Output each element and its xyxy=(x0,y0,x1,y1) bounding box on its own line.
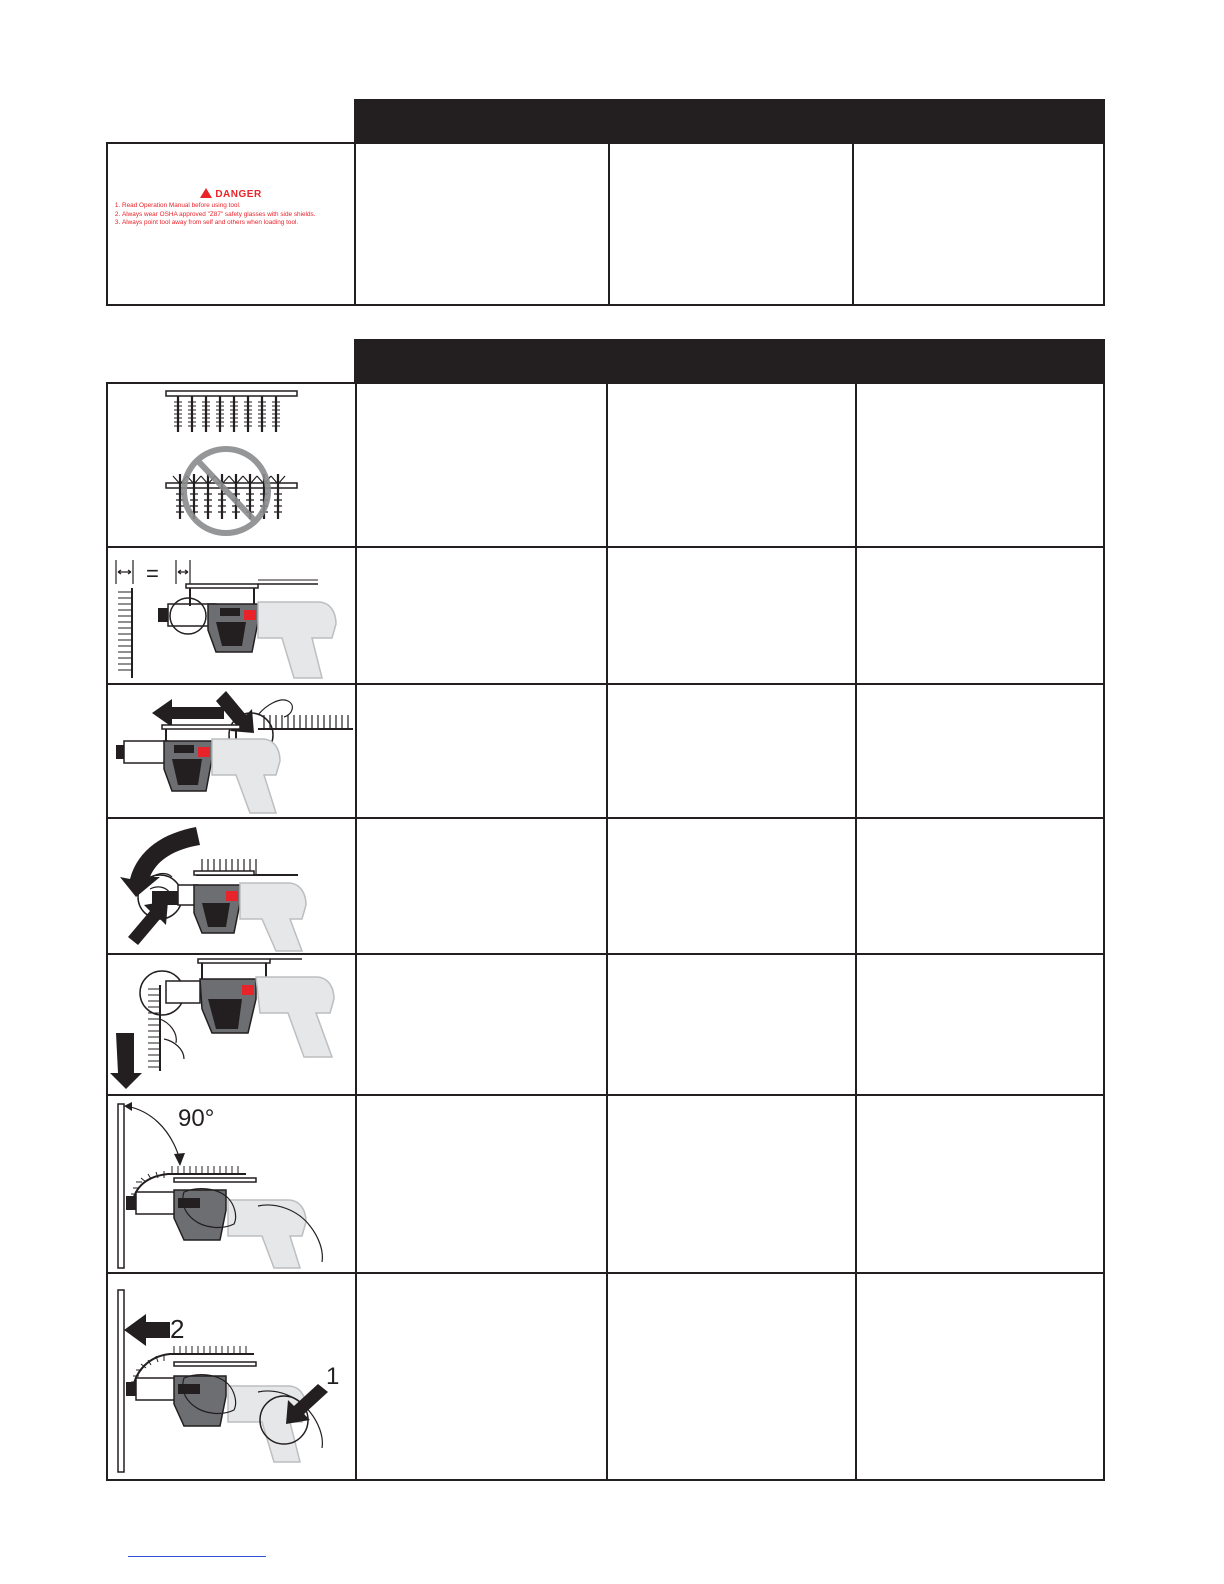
row-4-col-2-cell xyxy=(606,817,857,955)
row-2-col-1-cell xyxy=(355,546,608,685)
danger-label xyxy=(108,188,354,228)
push-trigger-figure xyxy=(108,1274,355,1479)
row-2-col-2-cell xyxy=(606,546,857,685)
rotate-strip-figure xyxy=(108,819,355,953)
arrow-down-icon xyxy=(110,1033,142,1089)
danger-title-text: DANGER xyxy=(215,189,262,200)
row-5-col-2-cell xyxy=(606,953,857,1096)
row-6-col-2-cell xyxy=(606,1094,857,1274)
hand-outline xyxy=(258,700,292,717)
row-7-col-3-cell xyxy=(855,1272,1105,1481)
safety-column-1-cell xyxy=(354,142,610,306)
danger-item: 3. Always point tool away from self and others when loading tool. xyxy=(122,219,354,228)
angle-label: 90° xyxy=(178,1105,215,1132)
row-2-col-3-cell xyxy=(855,546,1105,685)
prohibited-icon xyxy=(184,449,268,533)
danger-list xyxy=(108,202,354,228)
safety-column-3-cell xyxy=(852,142,1105,306)
danger-title xyxy=(108,188,354,200)
row-6-col-3-cell xyxy=(855,1094,1105,1274)
equals-sign: = xyxy=(146,561,159,586)
row-5-col-3-cell xyxy=(855,953,1105,1096)
screwdriver-tool xyxy=(158,580,336,678)
hand-outline xyxy=(160,1019,184,1059)
warning-triangle-icon xyxy=(200,188,212,198)
screwdriver-tool xyxy=(116,725,280,813)
safety-section-header xyxy=(354,99,1105,143)
row-7-col-2-cell xyxy=(606,1272,857,1481)
row-3-col-2-cell xyxy=(606,683,857,819)
step-1-label: 1 xyxy=(326,1363,340,1390)
screwdriver-tool xyxy=(166,959,334,1057)
row-3-col-1-cell xyxy=(355,683,608,819)
row-4-col-1-cell xyxy=(355,817,608,955)
ninety-degree-figure xyxy=(108,1096,355,1272)
arc-arrowhead-icon xyxy=(174,1153,185,1166)
footer-link-underline[interactable] xyxy=(128,1556,266,1557)
insert-strip-figure xyxy=(108,685,355,817)
row-1-col-3-cell xyxy=(855,382,1105,548)
row-7-col-1-cell xyxy=(355,1272,608,1481)
row-4-col-3-cell xyxy=(855,817,1105,955)
screwdriver-tool xyxy=(152,871,306,951)
screw-strip-figure xyxy=(108,384,355,546)
step-2-label: 2 xyxy=(170,1314,185,1344)
correct-screw-strip xyxy=(166,391,297,432)
row-1-col-1-cell xyxy=(355,382,608,548)
loading-section-header xyxy=(354,339,1105,383)
work-surface xyxy=(118,1104,124,1268)
row-1-col-2-cell xyxy=(606,382,857,548)
row-5-col-1-cell xyxy=(355,953,608,1096)
row-6-col-1-cell xyxy=(355,1094,608,1274)
arrow-left-icon xyxy=(124,1314,170,1346)
angle-arc xyxy=(126,1106,180,1160)
danger-item: 2. Always wear OSHA approved "Z87" safety glasses with side shields. xyxy=(122,211,354,220)
screw-strip-vertical xyxy=(118,588,132,678)
arrow-left-icon xyxy=(152,699,224,727)
safety-column-2-cell xyxy=(608,142,854,306)
row-3-col-3-cell xyxy=(855,683,1105,819)
screwdriver-tool xyxy=(126,1178,306,1268)
arrow-up-right-icon xyxy=(128,901,168,945)
screw-strip-vertical xyxy=(148,985,160,1071)
work-surface xyxy=(118,1290,124,1472)
pull-strip-figure xyxy=(108,955,355,1094)
arc-arrowhead-icon xyxy=(124,1102,132,1111)
depth-measure-figure xyxy=(108,548,355,683)
danger-item: 1. Read Operation Manual before using tool. xyxy=(122,202,354,211)
